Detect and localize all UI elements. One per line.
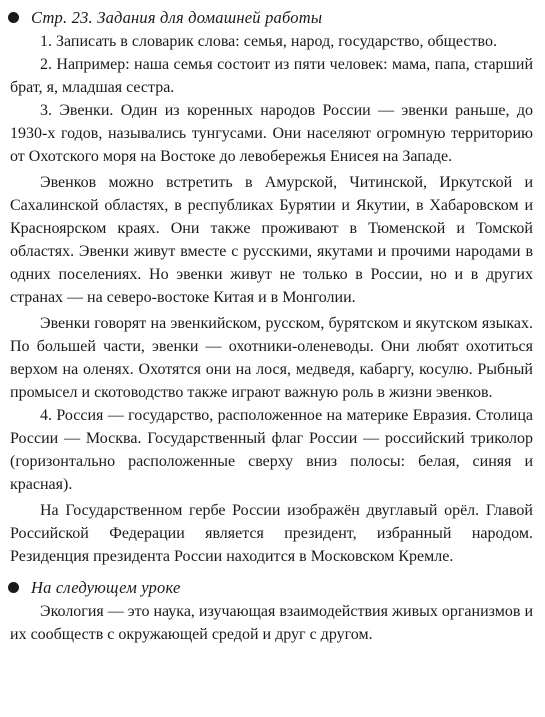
bullet-icon: [8, 582, 19, 593]
paragraph-evenki-regions: Эвенков можно встретить в Амурской, Читинской, Иркутской и Сахалинской областях, в республиках Бурятии и Якутии, в Хабаровском и Красноярском краях. Они также проживают в Тюменской и Томской областях. Эвенки живут вместе с русскими, якутами и прочими народами в одних поселениях. Но эвенки живут не только в России, но и в других странах — на северо-востоке Китая и в Монголии.: [10, 174, 533, 306]
bullet-icon: [8, 12, 19, 23]
homework-heading: [8, 4, 533, 30]
paragraph-coat-of-arms: На Государственном гербе России изображён двуглавый орёл. Главой Российской Федерации является президент, избранный народом. Резиденция президента России находится в Московском Кремле.: [10, 502, 533, 565]
next-lesson-title: На следующем уроке: [31, 577, 181, 597]
next-lesson-heading: [8, 574, 533, 600]
paragraph-task-1: 1. Записать в словарик слова: семья, народ, государство, общество.: [40, 33, 497, 50]
paragraph-ecology: Экология — это наука, изучающая взаимодействия живых организмов и их сообществ с окружающей средой и друг с другом.: [10, 603, 533, 643]
paragraph-task-3: 3. Эвенки. Один из коренных народов России — эвенки раньше, до 1930-х годов, назывались тунгусами. Они населяют огромную территорию от Охотского моря на Востоке до левобережья Енисея на Западе.: [10, 102, 533, 165]
homework-title: Стр. 23. Задания для домашней работы: [31, 7, 323, 27]
paragraph-task-4: 4. Россия — государство, расположенное на материке Евразия. Столица России — Москва. Государственный флаг России — российский триколор (горизонтально расположенные сверху вниз полосы: белая, синяя и красная).: [10, 407, 533, 493]
paragraph-evenki-languages: Эвенки говорят на эвенкийском, русском, бурятском и якутском языках. По большей части, эвенки — охотники-оленеводы. Они любят охотиться верхом на оленях. Охотятся они на лося, медведя, кабаргу, косулю. Рыбный промысел и скотоводство также играют важную роль в жизни эвенков.: [10, 315, 533, 401]
paragraph-task-2: 2. Например: наша семья состоит из пяти человек: мама, папа, старший брат, я, младшая сестра.: [10, 56, 533, 96]
